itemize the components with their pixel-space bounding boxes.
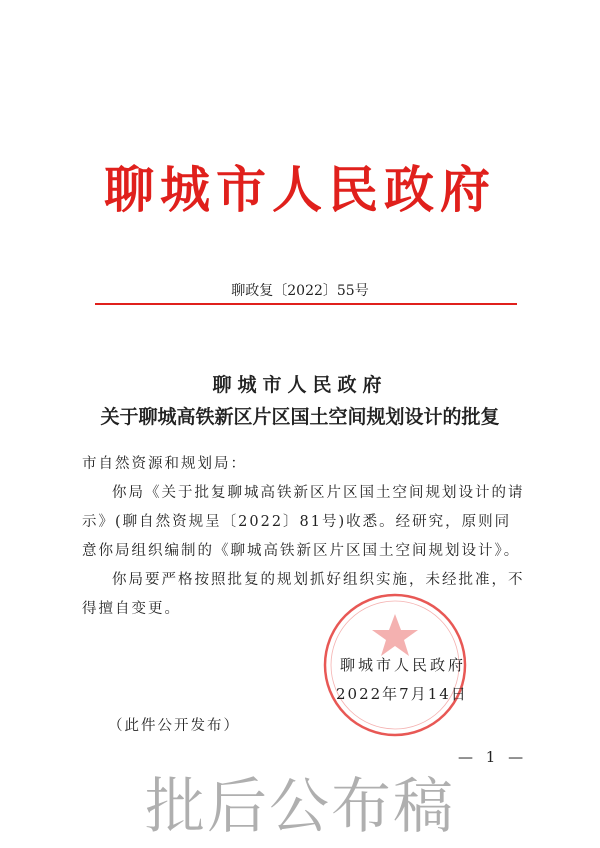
signature-date: 2022年7月14日 [336, 685, 468, 703]
red-divider [95, 303, 517, 305]
title-issuer: 聊城市人民政府 [212, 374, 388, 396]
seal-star-icon [372, 614, 418, 656]
page-number: — 1 — [458, 748, 528, 766]
salutation: 市自然资源和规划局： [82, 456, 247, 472]
signature-org: 聊城市人民政府 [340, 656, 467, 674]
document-number: 聊政复〔2022〕55号 [231, 283, 369, 299]
paragraph-1: 你局《关于批复聊城高铁新区片区国土空间规划设计的请示》(聊自然资规呈〔2022〕81号)收悉。经研究，原则同意你局组织编制的《聊城高铁新区片区国土空间规划设计》。 [82, 485, 525, 559]
paragraph-2: 你局要严格按照批复的规划抓好组织实施，未经批准，不得擅自变更。 [82, 572, 525, 617]
document-title: 关于聊城高铁新区片区国土空间规划设计的批复 [100, 406, 500, 428]
publication-note: （此件公开发布） [108, 718, 240, 734]
watermark: 批后公布稿 [145, 772, 455, 842]
issuer-header: 聊城市人民政府 [104, 160, 496, 219]
